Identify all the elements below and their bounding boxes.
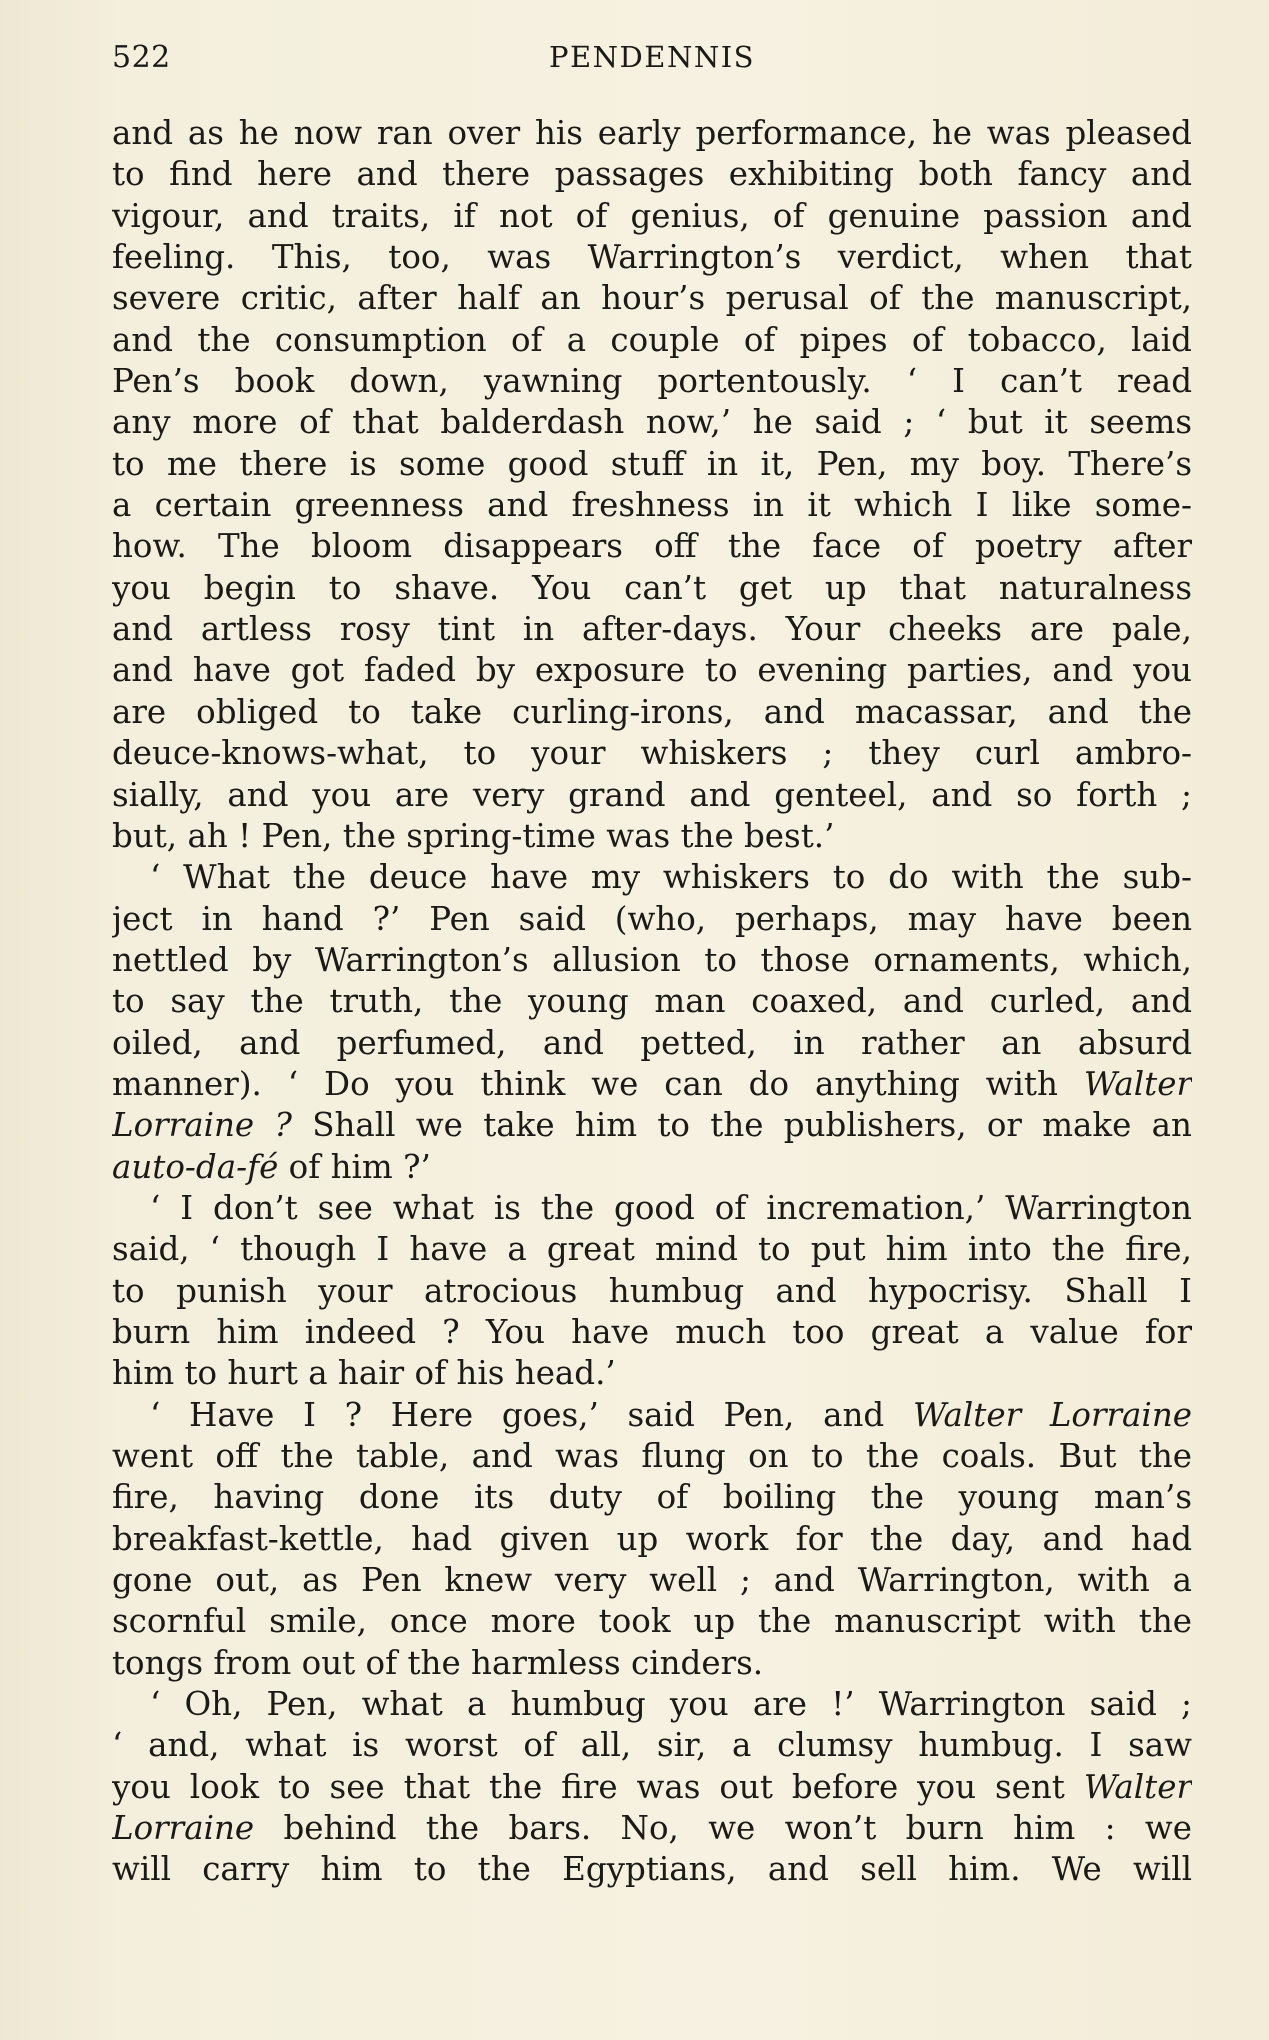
text-line <box>112 692 1192 733</box>
running-title: PENDENNIS <box>548 40 756 74</box>
text-segment: breakfast-kettle, had given up work for the day, and had <box>112 1519 1192 1558</box>
text-line <box>112 857 1192 898</box>
text-line <box>112 1229 1192 1270</box>
text-segment: you begin to shave. You can’t get up that naturalness <box>112 568 1192 607</box>
text-segment: oiled, and perfumed, and petted, in rather an absurd <box>112 1023 1192 1062</box>
text-segment: nettled by Warrington’s allusion to those ornaments, which, <box>112 940 1192 979</box>
text-line <box>112 1725 1192 1766</box>
text-segment: any more of that balderdash now,’ he said ; ‘ but it seems <box>112 403 1192 442</box>
text-segment: ‘ and, what is worst of all, sir, a clumsy humbug. I saw <box>112 1726 1192 1765</box>
text-segment: how. The bloom disappears off the face of poetry after <box>112 527 1192 566</box>
text-segment: ‘ I don’t see what is the good of incremation,’ Warrington <box>150 1188 1192 1227</box>
text-segment: will carry him to the Egyptians, and sell him. We will <box>112 1850 1192 1889</box>
text-line <box>112 1395 1192 1436</box>
text-line <box>112 940 1192 981</box>
text-line <box>112 1601 1192 1642</box>
text-segment: you look to see that the fire was out before you sent <box>112 1767 1084 1806</box>
text-line <box>112 1643 1192 1684</box>
text-line <box>112 899 1192 940</box>
text-line <box>112 775 1192 816</box>
text-line <box>112 1808 1192 1849</box>
text-line <box>112 609 1192 650</box>
text-line <box>112 320 1192 361</box>
text-line <box>112 1519 1192 1560</box>
text-segment: burn him indeed ? You have much too great a value for <box>112 1312 1192 1351</box>
italic-text: Lorraine ? <box>112 1106 292 1145</box>
text-segment: ject in hand ?’ Pen said (who, perhaps, may have been <box>112 899 1192 938</box>
text-line <box>112 485 1192 526</box>
text-segment: ‘ What the deuce have my whiskers to do with the sub- <box>150 858 1192 897</box>
text-segment: Shall we take him to the publishers, or make an <box>291 1106 1192 1145</box>
text-segment: feeling. This, too, was Warrington’s verdict, when that <box>112 238 1192 277</box>
text-segment: to find here and there passages exhibiting both fancy and <box>112 155 1192 194</box>
text-line <box>112 816 1192 857</box>
text-segment: him to hurt a hair of his head.’ <box>112 1354 616 1393</box>
text-segment: deuce-knows-what, to your whiskers ; they curl ambro- <box>112 734 1192 773</box>
text-line <box>112 402 1192 443</box>
text-segment: gone out, as Pen knew very well ; and Warrington, with a <box>112 1561 1192 1600</box>
text-segment: tongs from out of the harmless cinders. <box>112 1643 764 1682</box>
text-segment: fire, having done its duty of boiling the young man’s <box>112 1478 1192 1517</box>
text-line <box>112 1312 1192 1353</box>
text-segment: of him ?’ <box>278 1147 431 1186</box>
text-line <box>112 1064 1192 1105</box>
text-segment: and artless rosy tint in after-days. Your cheeks are pale, <box>112 610 1192 649</box>
text-line <box>112 1353 1192 1394</box>
text-segment: ‘ Have I ? Here goes,’ said Pen, and <box>150 1395 913 1434</box>
text-segment: scornful smile, once more took up the manuscript with the <box>112 1602 1192 1641</box>
text-segment: vigour, and traits, if not of genius, of genuine passion and <box>112 196 1192 235</box>
text-line <box>112 1560 1192 1601</box>
text-segment: are obliged to take curling-irons, and macassar, and the <box>112 692 1192 731</box>
text-line <box>112 1105 1192 1146</box>
text-segment: a certain greenness and freshness in it which I like some- <box>112 486 1192 525</box>
italic-text: Lorraine <box>112 1809 255 1848</box>
text-segment: ‘ Oh, Pen, what a humbug you are !’ Warrington said ; <box>150 1685 1192 1724</box>
text-segment: but, ah ! Pen, the spring-time was the best.’ <box>112 816 835 855</box>
italic-text: Walter <box>1083 1064 1192 1103</box>
text-line <box>112 278 1192 319</box>
page-header <box>112 40 1192 84</box>
page-number: 522 <box>112 40 171 75</box>
body-text <box>112 113 1192 1891</box>
text-line <box>112 361 1192 402</box>
text-segment: manner). ‘ Do you think we can do anything with <box>112 1064 1084 1103</box>
text-segment: said, ‘ though I have a great mind to put him into the fire, <box>112 1230 1192 1269</box>
text-line <box>112 237 1192 278</box>
italic-text: auto-da-fé <box>112 1147 279 1186</box>
text-line <box>112 154 1192 195</box>
text-segment: severe critic, after half an hour’s perusal of the manuscript, <box>112 279 1192 318</box>
text-segment: behind the bars. No, we won’t burn him : we <box>254 1809 1192 1848</box>
text-line <box>112 650 1192 691</box>
text-line <box>112 1023 1192 1064</box>
text-line <box>112 1477 1192 1518</box>
text-segment: and as he now ran over his early performance, he was pleased <box>112 114 1192 152</box>
text-line <box>112 444 1192 485</box>
text-line <box>112 1147 1192 1188</box>
text-segment: and have got faded by exposure to evening parties, and you <box>112 651 1192 690</box>
text-segment: to say the truth, the young man coaxed, and curled, and <box>112 982 1192 1021</box>
text-segment: went off the table, and was flung on to the coals. But the <box>112 1437 1192 1475</box>
text-line <box>112 733 1192 774</box>
text-line <box>112 981 1192 1022</box>
text-line <box>112 1849 1192 1890</box>
text-line <box>112 196 1192 237</box>
text-segment: and the consumption of a couple of pipes of tobacco, laid <box>112 320 1192 359</box>
text-segment: to punish your atrocious humbug and hypocrisy. Shall I <box>112 1271 1192 1310</box>
text-line <box>112 113 1192 154</box>
text-line <box>112 526 1192 567</box>
italic-text: Walter Lorraine <box>912 1395 1192 1434</box>
italic-text: Walter <box>1083 1767 1192 1806</box>
text-line <box>112 1271 1192 1312</box>
text-line <box>112 1684 1192 1725</box>
text-segment: sially, and you are very grand and genteel, and so forth ; <box>112 775 1192 814</box>
text-segment: Pen’s book down, yawning portentously. ‘ I can’t read <box>112 362 1192 401</box>
text-segment: to me there is some good stuff in it, Pen, my boy. There’s <box>112 444 1192 483</box>
text-line <box>112 568 1192 609</box>
text-line <box>112 1436 1192 1477</box>
text-line <box>112 1188 1192 1229</box>
text-line <box>112 1767 1192 1808</box>
